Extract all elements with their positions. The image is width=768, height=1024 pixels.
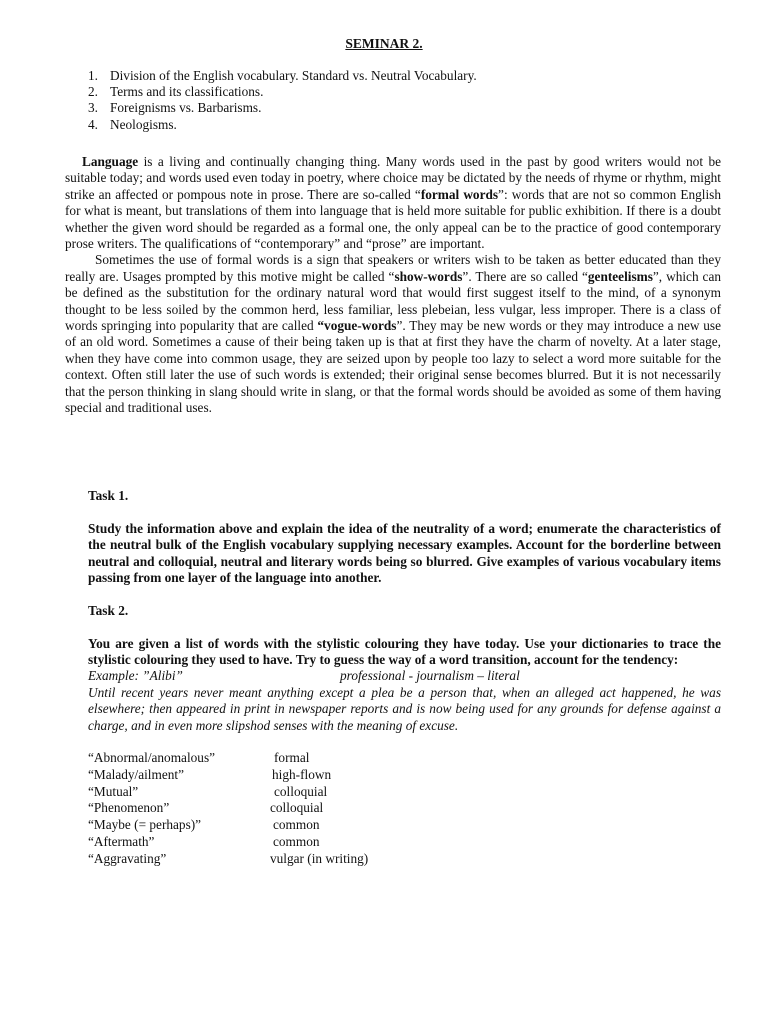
paragraph-show-words: [65, 252, 721, 416]
task1-title: Task 1.: [88, 488, 129, 503]
word: “Abnormal/anomalous”: [88, 750, 216, 766]
word-list: [88, 750, 721, 868]
topic-list: [88, 68, 477, 133]
example-text: Until recent years never meant anything except a plea be a person that, when an alleged act happened, he was elsewhere; then appeared in print in newspaper reports and is now being used for any grounds for defense against a charge, and in even more slipshod senses with the meaning of excuse.: [88, 684, 721, 733]
paragraph-text: Sometimes the use of formal words is a sign that speakers or writers wish to be taken as better educated than they really are. Usages prompted by this motive might be called “: [65, 252, 721, 284]
paragraph-text: ”. They may be new words or they may introduce a new use of an old word. Sometimes a cause of their being taken up is that at first they have the charm of novelty. At a later stage, when they have come into common usage, they are seized upon by people too lazy to select a word more suitable for the context. Often still later the use of such words is extended; their original sense becomes blurred. But it is not necessarily that the person thinking in slang should write in slang, or that the formal words should be avoided as some of them having special and traditional uses.: [65, 318, 721, 416]
list-number: 1.: [88, 68, 98, 83]
example-row: [88, 668, 721, 684]
task2-title: Task 2.: [88, 602, 129, 618]
paragraph-language: [65, 154, 721, 252]
example-path: professional - journalism – literal: [340, 668, 520, 684]
list-number: 3.: [88, 100, 98, 116]
paragraph-text: ”: words that are not so common English for what is meant, but translations of them into language that is held more suitable for public exhibition. If there is a doubt whether the given word should be regarded as a formal one, the only appeal can be to the practice of good contemporary prose writers. The qualifications of “contemporary” and “prose” are important.: [65, 186, 721, 252]
word-style: common: [273, 817, 320, 833]
intro-text: [65, 154, 721, 417]
page-title: SEMINAR 2.: [345, 36, 423, 51]
paragraph-text: ”. There are so called “: [462, 268, 588, 284]
word: “Phenomenon”: [88, 800, 170, 816]
tasks-section: [88, 488, 721, 868]
word-row: [88, 767, 721, 784]
list-text: Foreignisms vs. Barbarisms.: [110, 100, 262, 116]
term-show-words: show-words: [394, 268, 463, 284]
word: “Malady/ailment”: [88, 766, 184, 782]
term-language: Language: [82, 154, 139, 169]
word-row: [88, 817, 721, 834]
list-item: [88, 100, 477, 116]
word-row: [88, 834, 721, 851]
word: “Mutual”: [88, 783, 139, 799]
word-style: common: [273, 834, 320, 850]
word-row: [88, 784, 721, 801]
term-vogue-words: “vogue-words: [317, 318, 397, 334]
list-item: [88, 117, 477, 133]
word-style: vulgar (in writing): [270, 850, 369, 866]
paragraph-text: ”, which can be defined as the substitution for the ordinary natural word that would first suggest itself to the mind, of a synonym thought to be less soiled by the common herd, less familiar, less plebeian, less vulgar, less improper. There is a class of words springing into popularity that are called: [65, 268, 721, 334]
list-number: 2.: [88, 84, 98, 100]
word: “Aggravating”: [88, 850, 167, 866]
word-row: [88, 750, 721, 767]
list-item: [88, 84, 477, 100]
term-genteelisms: genteelisms: [587, 268, 653, 284]
list-number: 4.: [88, 116, 98, 132]
list-text: Division of the English vocabulary. Standard vs. Neutral Vocabulary.: [110, 68, 477, 83]
word-row: [88, 800, 721, 817]
task1-text: Study the information above and explain the idea of the neutrality of a word; enumerate the characteristics of the neutral bulk of the English vocabulary supplying necessary examples. Account for the borderline between neutral and colloquial, neutral and literary words being so blurred. Give examples of various vocabulary items passing from one layer of the language into another.: [88, 520, 721, 586]
paragraph-text: is a living and continually changing thing. Many words used in the past by good writers would not be suitable today; and words used even today in poetry, where choice may be dictated by the needs of rhyme or rhythm, might strike an affected or pompous note in prose. There are so-called “: [65, 154, 721, 202]
list-item: [88, 68, 477, 84]
word-row: [88, 851, 721, 868]
word-style: colloquial: [270, 800, 324, 816]
list-text: Terms and its classifications.: [110, 84, 264, 100]
word: “Maybe (= perhaps)”: [88, 817, 202, 833]
word-style: high-flown: [272, 766, 332, 782]
word-style: colloquial: [274, 783, 328, 799]
example-word: Example: ”Alibi”: [88, 668, 183, 684]
word: “Aftermath”: [88, 834, 155, 850]
term-formal-words: formal words: [420, 186, 499, 202]
word-style: formal: [274, 750, 310, 766]
list-text: Neologisms.: [110, 116, 177, 132]
task2-text: You are given a list of words with the stylistic colouring they have today. Use your dictionaries to trace the stylistic colouring they used to have. Try to guess the way of a word transition, account for the tendency:: [88, 635, 721, 668]
